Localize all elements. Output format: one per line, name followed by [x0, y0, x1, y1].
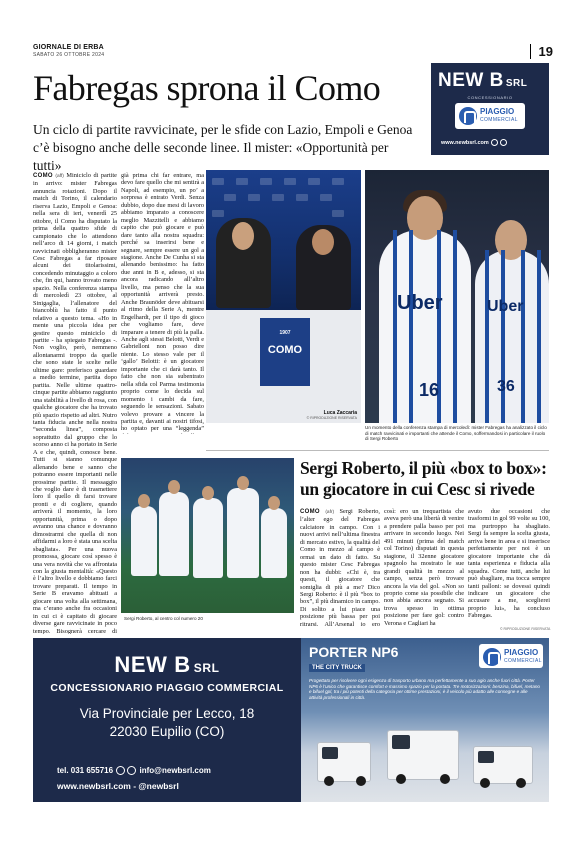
photo-players [365, 170, 549, 423]
story2-column-3: avuto due occasioni che trasformi in gol 99 volte su 100, ma purtroppo ha sbagliato. Sergi fa sempre la scelta giusta, arriva bene in area e si inserisce perfettamente per noi è un giocatore importante che dà tanta esperienza e fiducia alla squadra. Come tutti, anche lui può sbagliare, ma tocca sempre tanti palloni: se dovessi quindi indicare un giocatore che accusare a me, sceglierei proprio lui», ha concluso Fabregas. [468, 508, 550, 620]
masthead [33, 44, 553, 62]
speaker-right [296, 225, 351, 310]
product-tagline: THE CITY TRUCK [309, 664, 365, 672]
speaker-left [216, 218, 271, 308]
jersey-number-left: 16 [419, 380, 440, 400]
page-number: 19 [530, 44, 553, 59]
instagram-icon[interactable] [127, 766, 136, 775]
ad-concessionario: CONCESSIONARIO PIAGGIO COMMERCIAL [50, 682, 284, 694]
piaggio-icon [459, 107, 477, 125]
section-divider [206, 450, 549, 451]
main-subhead: Un ciclo di partite ravvicinate, per le sfide con Lazio, Empoli e Genoa c’è bisogno anche delle seconde linee. Il mister: «Opportunità per tutti» [33, 122, 413, 173]
photo-team-celebration [121, 458, 294, 613]
product-name: PORTER NP6 [309, 644, 399, 660]
jersey-sponsor-left: Uber [397, 292, 443, 314]
truck-image [317, 742, 371, 782]
truck-image [387, 730, 459, 780]
issue-date: SABATO 26 OTTOBRE 2024 [33, 52, 105, 58]
ad-address-street: Via Provinciale per Lecco, 18 [79, 706, 255, 721]
ad-product-panel [301, 638, 549, 802]
instagram-icon [500, 139, 507, 146]
story2-headline: Sergi Roberto, il più «box to box»: un giocatore in cui Cesc si rivede [300, 458, 547, 499]
player-left [379, 230, 471, 423]
caption-team-photo: Sergi Roberto, al centro col numero 20 [124, 616, 203, 621]
story2-column-1: COMO (afr) Sergi Roberto, l’alter ego del Fabregas calciatore in campo. Con i nuovi arrivi nell’ultima finestra di mercato estivo, la qualità del Como in mezzo al campo è ormai un dato di fatto. Su questo mister Cesc Fabregas non ha dubbi: «Chi è, tra questi, il giocatore che somiglia di più a me? Dico Sergi Roberto: è il più “box to box”, il più dinamico in campo. Di solito a lui piace una posizione più bassa per poi ritrarsi. All’Arsenal io ero [300, 508, 380, 626]
story2-credit: © RIPRODUZIONE RISERVATA [500, 627, 551, 631]
facebook-icon[interactable] [116, 766, 125, 775]
ad-brand: NEW B SRL [114, 652, 220, 677]
story1-column-1: COMO (aff) Miniciclo di partite in arrivo: mister Fabregas annuncia rotazioni. Dopo il match di Torino, il calendario riserva Lazio, Empoli e Genoa: nella sera di ieri, venerdì 25 ottobre, il Como ha disputato la prima della quattro sfide di campionato che lo attendono nell’arco di 14 giorni, i match ravvicinati obbligheranno mister Cesc Fabregas a far riposare alcuni dei titolarissimi, concedendo minutaggio a coloro che, fin qui, hanno trovato meno spazio. Nella conferenza stampa di mercoledì 23 ottobre, al Sinigaglia, l’allenatore del biancoblù ha fatto il punto relativo a questo tema. «Ho in mente una piccola idea per gestire questo miniciclo di partite - ha spiegato Fabregas -. Non voglio, però, nemmeno allontanarmi troppo da quelle che sono state le scelte nelle ultime gare: preferisco guardare a medio termine, partita dopo partita. Nelle ultime quattro-cinque partite abbiamo raggiunto una stabilità a livello di rosa, con qualche giocatore che ha trovato più spazio rispetto ad altri. Nutro tanta fiducia anche nella nostra “seconda linea”, composta soprattutto dal gruppo che lo scorso anno ci ha portato in Serie A e che, quindi, conosce bene. Tutti si stanno comunque allenando bene e sanno che potranno essere importanti nelle prossime partite. Il messaggio che voglio dare è di trasmettere loro il quello di farsi trovare pronti e di coglierе, quando arriverà il momento, la loro opportunità, prima o dopo avranno una chance e dovranno dimostrarmi che quella di non affidarmi a loro è stata una scelta sbagliata». Per una nuova promossa, giocare così spesso è una vera novità che va affrontata con la giusta mentalità: «Questo è l’altro livello e dobbiamo farci trovare preparati. Il tempo in Serie B eravamo abituati a giocare una volta alla settimana, ma c’erano anche fra occasioni in cui ci è capitato di giocare diverse gare ravvicinate in poco tempo. Bisognerà cercare di [33, 172, 117, 634]
jersey-number-right: 36 [497, 378, 515, 395]
como-crest-logo: 1907 COMO [260, 318, 310, 386]
product-description: Progettato per risolvere ogni esigenza di trasporto urbano ma perfettamente a suo agio anche fuori città. Porter NP6 è l’unico che garantisce comfort e massimo spazio per la portata. Tre motorizzazioni: benzina, bifuel, metano e bifuel gpl, tra i più potenti della categoria per ottime prestazioni, è il veicolo più adatto alle consegne e alle attività professionali in città. [309, 678, 540, 700]
piaggio-commercial-logo: PIAGGIO COMMERCIAL [455, 103, 525, 129]
photo-press-conference [206, 170, 361, 423]
ad-new-b-bottom[interactable] [33, 638, 549, 802]
ad-web-social[interactable]: www.newbsrl.com - @newbsrl [57, 781, 179, 791]
player-right [475, 250, 549, 423]
ad-address-city: 22030 Eupilio (CO) [109, 724, 225, 739]
story2-column-2: così: ero un trequartista che aveva però una libertà di venire a prendere palla basso per poi arrivare in secondo luogo. Nei 491 minuti (prima del match col Torino) disputati in questa stagione, il 32enne giocatore spagnolo ha mostrato le sue grandi qualità in mezzo al campo, senza però trovare ancora la via del gol. «Non so proprio come sia possibile che non abbia ancora segnato. Si trova spesso in ottima posizione per fare gol: contro Verona e Cagliari ha [384, 508, 464, 626]
piaggio-commercial-logo: PIAGGIO COMMERCIAL [479, 644, 543, 668]
facebook-icon [491, 139, 498, 146]
main-headline: Fabregas sprona il Como [33, 68, 381, 108]
ad-phone[interactable]: tel. 031 655716 [57, 766, 114, 775]
ad-website: www.newbsrl.com [441, 139, 507, 146]
piaggio-icon [483, 648, 501, 666]
team-player [193, 498, 223, 578]
team-player [227, 488, 259, 578]
ad-new-b-top[interactable] [431, 63, 549, 155]
newspaper-name: GIORNALE DI ERBA [33, 44, 104, 51]
ad-email[interactable]: info@newbsrl.com [139, 766, 211, 775]
jersey-sponsor-right: Uber [487, 298, 524, 315]
ad-concessionario: CONCESSIONARIO [467, 95, 513, 100]
ad-dealer-panel [33, 638, 301, 802]
truck-image [473, 746, 533, 784]
ad-contact [57, 766, 211, 775]
team-player [261, 508, 287, 578]
caption-press-conference: Un momento della conferenza stampa di mercoledì: mister Fabregas ha analizzato il ciclo di match ravvicinati e importanti che attende il Como, soffermandosi in particolare il ruolo di Sergi Roberto [365, 425, 547, 442]
ad-brand: NEW B SRL [438, 70, 528, 91]
photo-credit: Luca Zaccaria © RIPRODUZIONE RISERVATA [306, 410, 357, 420]
team-player [131, 506, 157, 576]
story1-column-2: già prima chi far entrare, ma devo fare quello che mi sentirà a Napoli, ad esempio, un po’ a sorpresa è entrato Verdi. Senza dubbio, dopo due mesi di lavoro abbiamo imparato a conoscere meglio Mazzitelli e abbiamo capito che può giocare e può dare tanto alla nostra squadra: perché sa inserirsi bene e segnare, sempre essere un gol a stagione. Anche De Cunha si sta allenando benissimo: ha fatto due anni in B e, adesso, si sta ancora radicando all’altro livello, ma penso che la sua opportunità arriverà presto. Anche Braunöder deve abituarsi al ritmo della Serie A, mentre Engelhardt, per il tipo di gioco che vogliamo fare, deve imparare a tenere di più la palla. Anche agli stessi Belotti, Verdi e Gabrielloni non posso dire niente. Lo stesso vale per il ‘gallo’ Belotti: è un giocatore importante che ci darà tanto. Il fatto che non sia subentrato nella sfida col Parma testimonia proprio come lo decida sul momento i cambi da fare, seguendo le sensazioni. Sabato volevo provare a vincere la partita e, davanti ai nostri tifosi, ho optato per una “leggenda” [121, 172, 204, 433]
team-player [159, 492, 189, 576]
